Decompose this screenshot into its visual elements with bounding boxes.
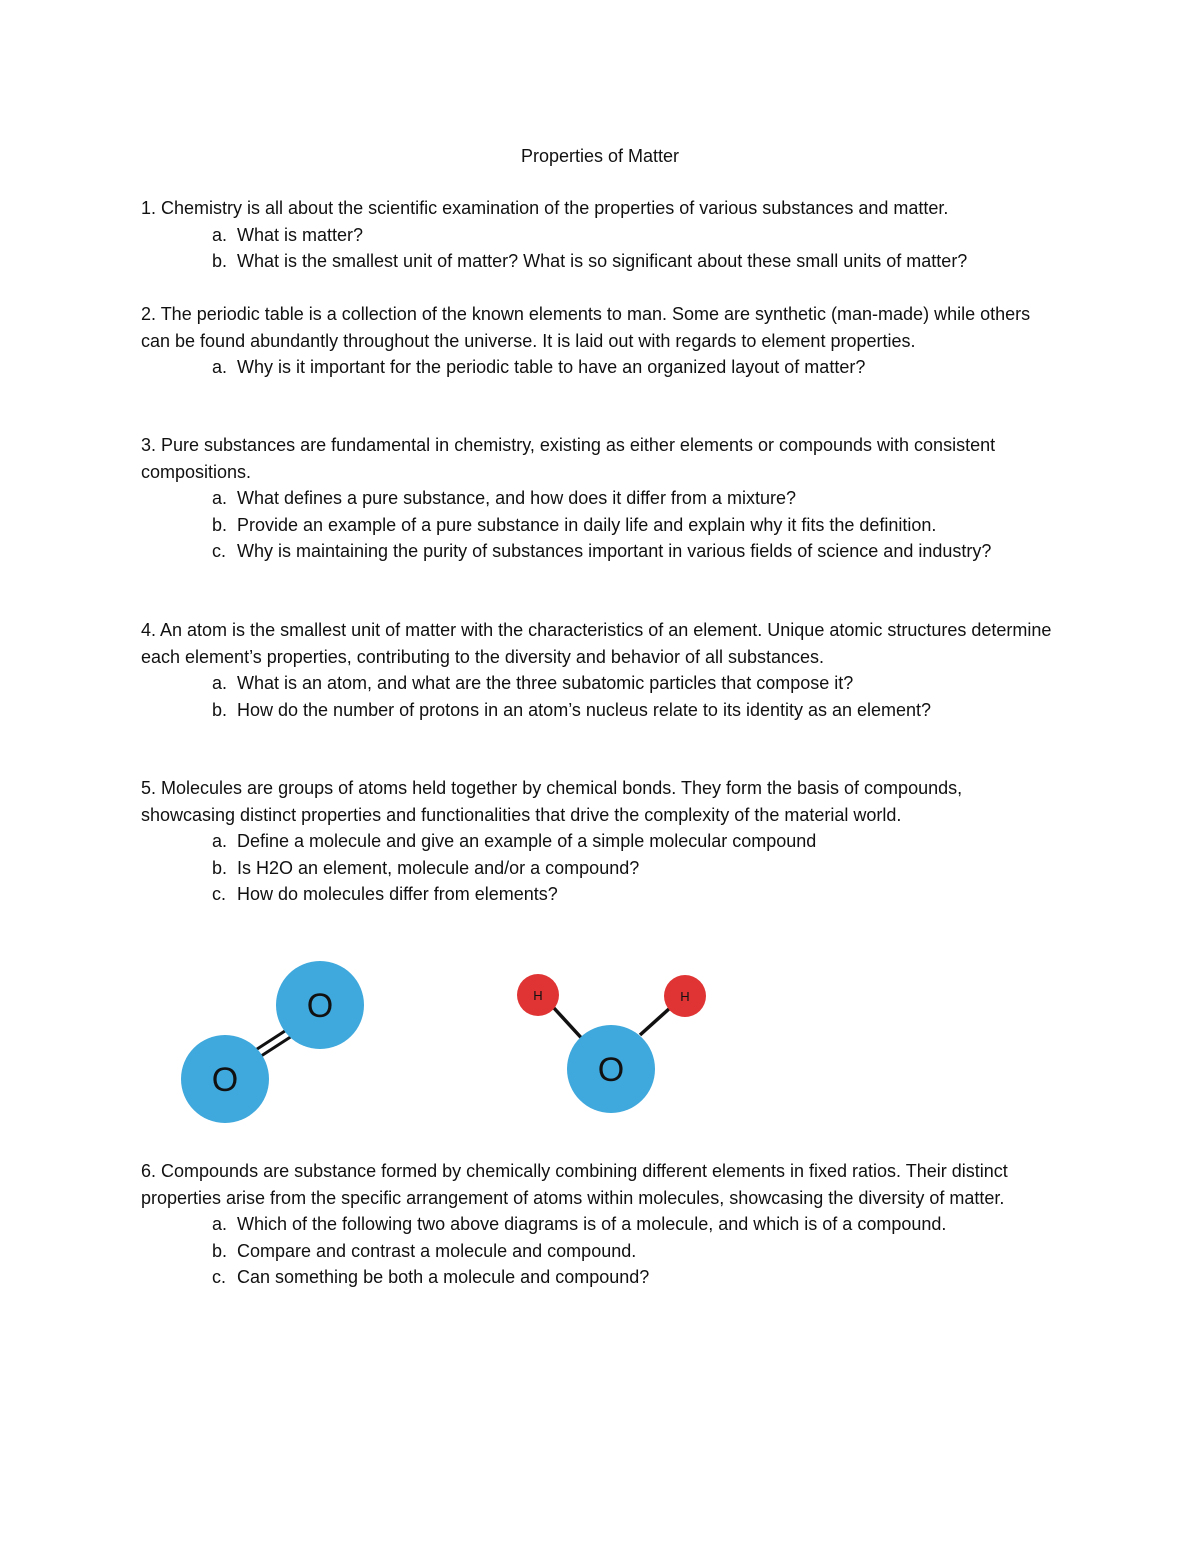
sub-question: [141, 1238, 1061, 1265]
question-3: [141, 432, 1061, 565]
sub-letter: b.: [212, 857, 228, 878]
question-4: [141, 617, 1061, 723]
sub-letter: a.: [212, 831, 228, 851]
o2-bond-line-2: [258, 1036, 292, 1058]
sub-question: [141, 1211, 1061, 1238]
h2o-diagram: [517, 974, 706, 1113]
sub-question: [141, 1264, 1061, 1291]
page-title: Properties of Matter: [520, 146, 680, 166]
sub-question: [141, 354, 1061, 381]
question-1: [141, 195, 1061, 275]
sub-letter: a.: [212, 1214, 228, 1234]
sub-text: Provide an example of a pure substance in daily life and explain why it fits the definition.: [237, 514, 937, 535]
sub-text: Can something be both a molecule and compound?: [237, 1267, 650, 1287]
question-text: 3. Pure substances are fundamental in chemistry, existing as either elements or compounds with consistent compositions.: [141, 435, 996, 482]
question-text: 4. An atom is the smallest unit of matter with the characteristics of an element. Unique atomic structures determine each element’s properties, contributing to the diversity and behavior of all substances.: [141, 620, 1052, 667]
sub-text: What is the smallest unit of matter? What is so significant about these small units of matter?: [237, 251, 968, 271]
sub-question: [141, 248, 1061, 275]
question-text: 2. The periodic table is a collection of the known elements to man. Some are synthetic (man-made) while others can be found abundantly throughout the universe. It is laid out with regards to element properties.: [141, 304, 1031, 351]
sub-question: [141, 881, 1061, 908]
question-6: [141, 1158, 1061, 1291]
sub-text: What is matter?: [237, 224, 364, 245]
atom-label: O: [211, 1061, 239, 1099]
atom-label: O: [306, 987, 334, 1025]
sub-text: Why is it important for the periodic table to have an organized layout of matter?: [237, 357, 866, 377]
sub-text: How do molecules differ from elements?: [237, 884, 558, 904]
sub-text: What defines a pure substance, and how does it differ from a mixture?: [237, 488, 796, 508]
sub-question: [141, 485, 1061, 512]
sub-letter: c.: [212, 541, 227, 561]
sub-text: Compare and contrast a molecule and compound.: [237, 1240, 637, 1261]
sub-letter: c.: [212, 884, 227, 904]
sub-text: Why is maintaining the purity of substances important in various fields of science and industry?: [237, 541, 992, 561]
sub-question: [141, 538, 1061, 565]
atom-label: H: [533, 988, 543, 1003]
molecule-diagrams: [170, 955, 730, 1125]
h2o-bond-right: [640, 1008, 670, 1035]
sub-question: [141, 697, 1061, 724]
sub-question: [141, 855, 1061, 882]
question-text: 6. Compounds are substance formed by chemically combining different elements in fixed ratios. Their distinct properties arise from the specific arrangement of atoms within molecules, showcasing the diversity of matter.: [141, 1161, 1008, 1208]
sub-letter: a.: [212, 357, 228, 377]
o2-bond-line-1: [254, 1029, 288, 1051]
molecule-svg: [170, 955, 730, 1125]
question-text: 1. Chemistry is all about the scientific examination of the properties of various substances and matter.: [141, 198, 949, 218]
sub-letter: a.: [212, 488, 228, 508]
sub-letter: a.: [212, 673, 228, 693]
sub-text: Define a molecule and give an example of a simple molecular compound: [237, 831, 817, 851]
question-5: [141, 775, 1061, 908]
sub-letter: b.: [212, 514, 228, 535]
question-text: 5. Molecules are groups of atoms held together by chemical bonds. They form the basis of compounds, showcasing distinct properties and functionalities that drive the complexity of the material world.: [141, 778, 963, 825]
question-2: [141, 301, 1061, 381]
sub-text: What is an atom, and what are the three subatomic particles that compose it?: [237, 673, 854, 693]
sub-question: [141, 670, 1061, 697]
sub-question: [141, 828, 1061, 855]
sub-letter: b.: [212, 699, 228, 720]
o2-diagram: [181, 961, 364, 1123]
sub-text: Is H2O an element, molecule and/or a compound?: [237, 857, 640, 878]
sub-letter: b.: [212, 1240, 228, 1261]
sub-letter: c.: [212, 1267, 227, 1287]
atom-label: O: [597, 1051, 625, 1089]
sub-text: Which of the following two above diagrams is of a molecule, and which is of a compound.: [237, 1214, 947, 1234]
atom-label: H: [680, 989, 690, 1004]
sub-letter: b.: [212, 251, 228, 271]
sub-question: [141, 512, 1061, 539]
sub-text: How do the number of protons in an atom’s nucleus relate to its identity as an element?: [237, 699, 932, 720]
sub-letter: a.: [212, 224, 228, 245]
sub-question: [141, 222, 1061, 249]
